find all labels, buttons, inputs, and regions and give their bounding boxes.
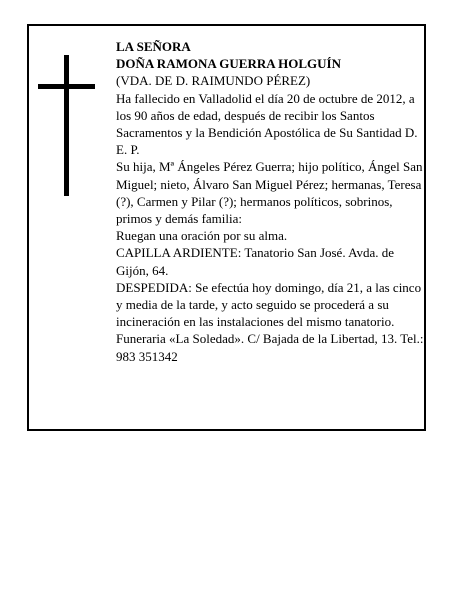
cross-vertical-bar xyxy=(64,55,69,196)
family-list: Su hija, Mª Ángeles Pérez Guerra; hijo político, Ángel San Miguel; nieto, Álvaro San Miguel Pérez; hermanas, Teresa (?), Carmen y Pilar (?); hermanos políticos, sobrinos, primos y demás familia: xyxy=(116,159,423,227)
death-announcement: Ha fallecido en Valladolid el día 20 de octubre de 2012, a los 90 años de edad, después de recibir los Santos Sacramentos y la Bendición Apostólica de Su Santidad D. E. P. xyxy=(116,90,418,158)
obituary-text xyxy=(116,38,424,365)
widow-of-line: (VDA. DE D. RAIMUNDO PÉREZ) xyxy=(116,73,311,89)
farewell-details: DESPEDIDA: Se efectúa hoy domingo, día 21, a las cinco y media de la tarde, y acto seguido se procederá a su incineración en las instalaciones del mismo tanatorio. xyxy=(116,279,422,330)
prayer-request: Ruegan una oración por su alma. xyxy=(116,228,288,244)
funeral-chapel: CAPILLA ARDIENTE: Tanatorio San José. Avda. de Gijón, 64. xyxy=(116,245,395,278)
deceased-name: DOÑA RAMONA GUERRA HOLGUÍN xyxy=(116,56,341,72)
heading-title: LA SEÑORA xyxy=(116,39,191,54)
cross-horizontal-bar xyxy=(38,84,95,89)
funeral-home: Funeraria «La Soledad». C/ Bajada de la Libertad, 13. Tel.: 983 351342 xyxy=(116,331,424,364)
